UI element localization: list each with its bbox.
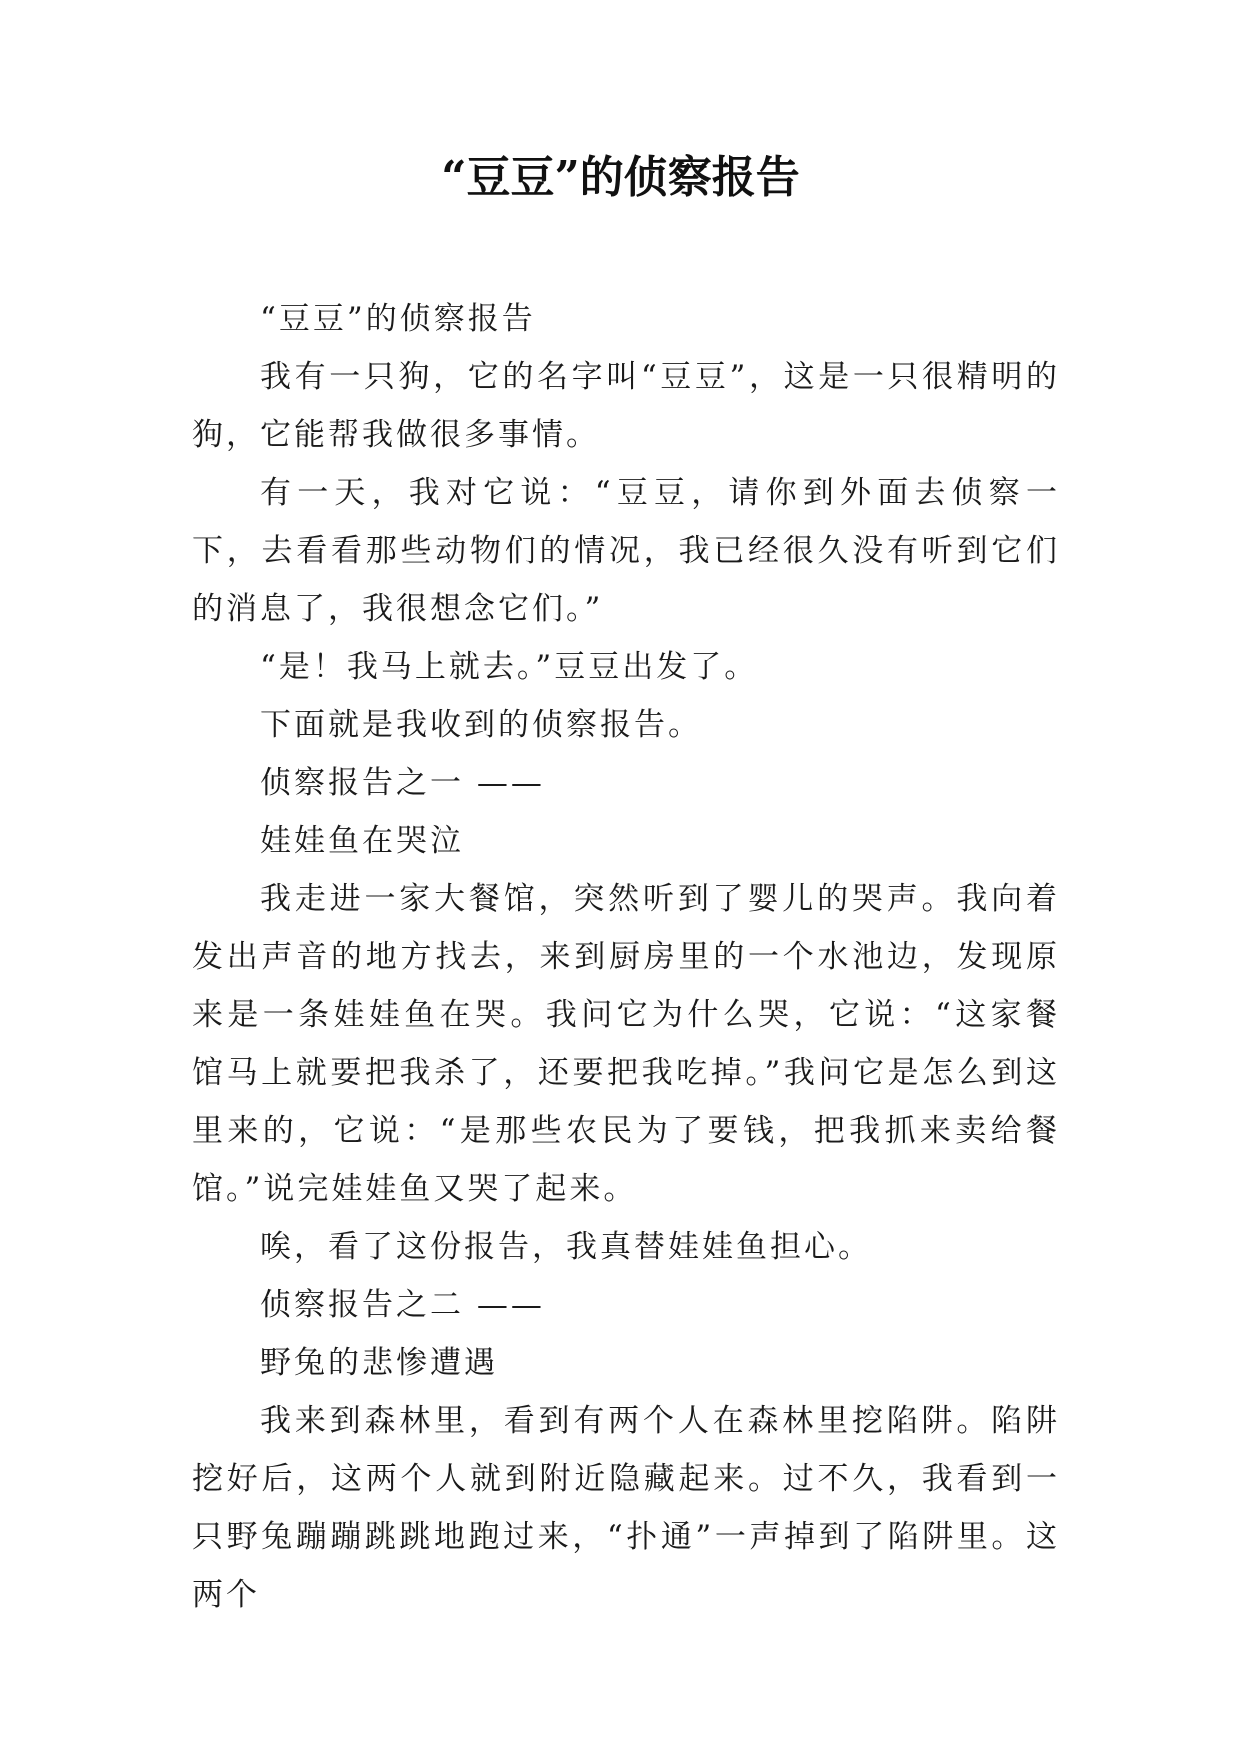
section-heading: 野兔的悲惨遭遇 (260, 1345, 498, 1381)
paragraph: 有一天，我对它说：“豆豆，请你到外面去侦察一下，去看看那些动物们的情况，我已经很久没有听到它们的消息了，我很想念它们。” (192, 475, 1060, 627)
paragraph: 下面就是我收到的侦察报告。 (260, 707, 702, 743)
section-heading: 娃娃鱼在哭泣 (260, 823, 464, 859)
section-heading: 侦察报告之二 —— (260, 1287, 545, 1323)
paragraph: “是！我马上就去。”豆豆出发了。 (260, 649, 759, 685)
document-body (192, 290, 1060, 1624)
paragraph: 唉，看了这份报告，我真替娃娃鱼担心。 (260, 1229, 872, 1265)
paragraph-subtitle: “豆豆”的侦察报告 (260, 301, 536, 337)
document-title: “豆豆”的侦察报告 (441, 152, 800, 203)
paragraph: 我来到森林里，看到有两个人在森林里挖陷阱。陷阱挖好后，这两个人就到附近隐藏起来。过不久，我看到一只野兔蹦蹦跳跳地跑过来，“扑通”一声掉到了陷阱里。这两个 (192, 1403, 1060, 1613)
paragraph: 我有一只狗，它的名字叫“豆豆”，这是一只很精明的狗，它能帮我做很多事情。 (192, 359, 1060, 453)
paragraph: 我走进一家大餐馆，突然听到了婴儿的哭声。我向着发出声音的地方找去，来到厨房里的一个水池边，发现原来是一条娃娃鱼在哭。我问它为什么哭，它说：“这家餐馆马上就要把我杀了，还要把我吃掉。”我问它是怎么到这里来的，它说：“是那些农民为了要钱，把我抓来卖给餐馆。”说完娃娃鱼又哭了起来。 (192, 881, 1060, 1207)
section-heading: 侦察报告之一 —— (260, 765, 545, 801)
